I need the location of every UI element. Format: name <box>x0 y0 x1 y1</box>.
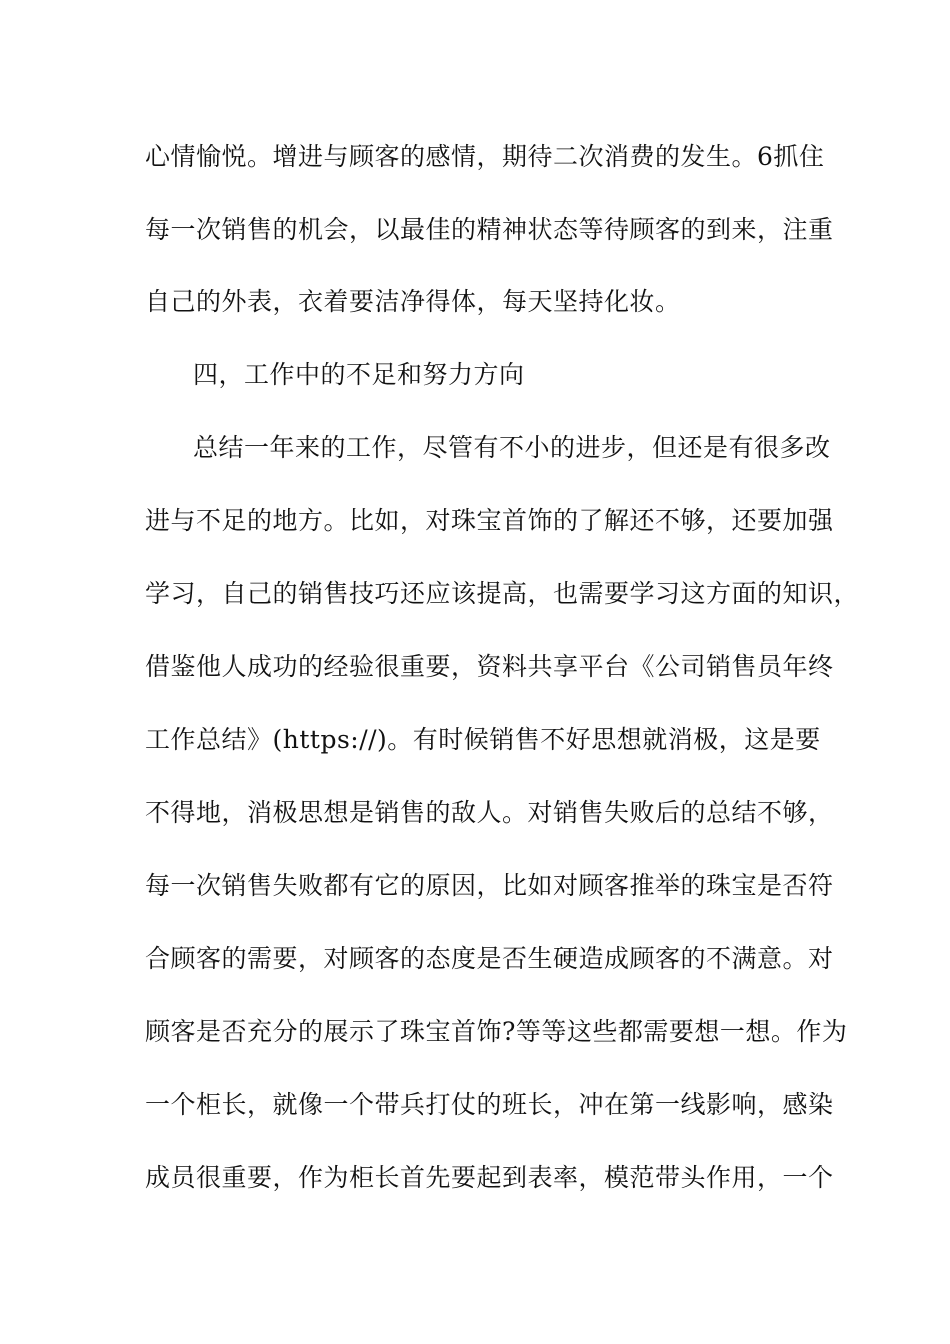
paragraph-line: 借鉴他人成功的经验很重要，资料共享平台《公司销售员年终 <box>145 652 834 681</box>
section-heading: 四，工作中的不足和努力方向 <box>193 360 525 389</box>
paragraph-line: 合顾客的需要，对顾客的态度是否生硬造成顾客的不满意。对 <box>145 944 834 973</box>
paragraph-line: 成员很重要，作为柜长首先要起到表率，模范带头作用，一个 <box>145 1163 834 1192</box>
paragraph-line: 顾客是否充分的展示了珠宝首饰?等等这些都需要想一想。作为 <box>145 1017 848 1046</box>
paragraph-line: 不得地，消极思想是销售的敌人。对销售失败后的总结不够， <box>145 798 834 827</box>
paragraph-line: 学习，自己的销售技巧还应该提高，也需要学习这方面的知识， <box>145 579 860 608</box>
paragraph-line: 自己的外表，衣着要洁净得体，每天坚持化妆。 <box>145 287 681 316</box>
paragraph-line: 心情愉悦。增进与顾客的感情，期待二次消费的发生。6抓住 <box>145 142 825 171</box>
paragraph-line: 一个柜长，就像一个带兵打仗的班长，冲在第一线影响，感染 <box>145 1090 834 1119</box>
paragraph-line: 工作总结》(https://)。有时候销售不好思想就消极，这是要 <box>145 725 821 754</box>
paragraph-line: 每一次销售失败都有它的原因，比如对顾客推举的珠宝是否符 <box>145 871 834 900</box>
paragraph-line: 总结一年来的工作，尽管有不小的进步，但还是有很多改 <box>193 433 831 462</box>
paragraph-line: 每一次销售的机会，以最佳的精神状态等待顾客的到来，注重 <box>145 215 834 244</box>
paragraph-line: 进与不足的地方。比如，对珠宝首饰的了解还不够，还要加强 <box>145 506 834 535</box>
